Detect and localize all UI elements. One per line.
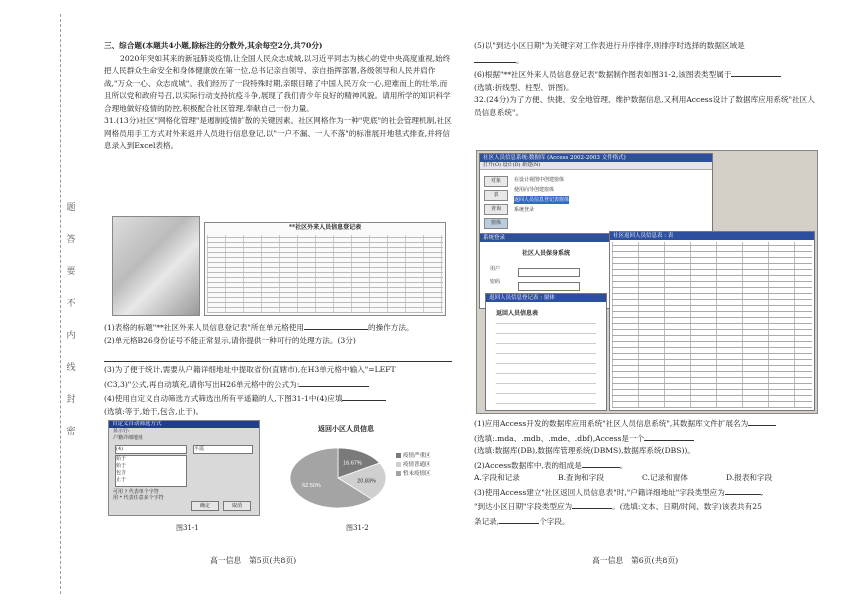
binding-char: 不 — [66, 299, 76, 309]
left-page — [104, 40, 452, 153]
legend-item — [396, 461, 431, 470]
slice-label: 62.50% — [302, 482, 321, 489]
nav-tables[interactable]: 表 — [484, 190, 508, 201]
login-title: 系统登录 — [480, 234, 612, 242]
nav-objects[interactable]: 对象 — [484, 176, 508, 187]
right-page: (5)以"到达小区日期"为关键字对工作表进行升序排序,则排序时选择的数据区域是 。 (6)根据"**社区外来人员信息登记表"数据制作图表如图31-2,该图表类型属于 (选填:折线型、柱型、饼图)。 32.(24分)为了方便、快捷、安全地管理、维护数据信息,又利用Access设计了数据库应用系统"社区人员信息系统"。 — [474, 40, 822, 119]
legend-swatch — [396, 462, 401, 467]
answer-blank[interactable] — [731, 67, 781, 77]
option-c: C.记录和窗体 — [642, 473, 688, 482]
slice-label: 20.83% — [357, 478, 376, 485]
question-32-3b: "到达小区日期"字段类型应为 。(选填:文本、日期/时间、数字)该表共有25 — [474, 499, 822, 514]
cancel-button[interactable]: 取消 — [223, 501, 251, 511]
form-item[interactable]: 返回人员信息登记表窗体 — [514, 197, 570, 203]
table-grid — [612, 242, 812, 408]
answer-blank[interactable] — [304, 320, 368, 330]
db-window-title: 社区人员信息系统:数据库 (Access 2002-2003 文件格式) — [480, 154, 712, 162]
sheet-grid — [207, 235, 443, 313]
question-31-5: (5)以"到达小区日期"为关键字对工作表进行升序排序,则排序时选择的数据区域是 — [474, 41, 745, 50]
question-31-4a: (4)使用自定义自动筛选方式筛选出所有平遥籍的人,下图31-1中(4)应填 — [104, 391, 452, 406]
sheet-title: **社区外来人员信息登记表 — [288, 224, 362, 231]
option-a: A.字段和记录 — [474, 473, 520, 482]
form-window — [485, 293, 607, 411]
question-31-6a: (6)根据"**社区外来人员信息登记表"数据制作图表如图31-2,该图表类型属于 — [474, 67, 822, 82]
hint-multi: 用 * 代表任意多个字符 — [113, 495, 164, 501]
page-footer-left: 高一信息 第5页(共8页) — [210, 556, 297, 565]
field-label: 户籍详细地址 — [113, 435, 144, 441]
access-screenshot — [476, 150, 818, 414]
question-31-6b: (选填:折线型、柱型、饼图)。 — [474, 82, 574, 92]
hint-single: 可用 ? 代表单个字符 — [113, 489, 159, 495]
login-heading: 社区人员保身系统 — [521, 250, 570, 257]
auto-filter-dialog — [108, 420, 260, 516]
legend-item — [396, 452, 431, 461]
condition-combo[interactable]: (4) — [115, 445, 187, 454]
option-d: D.报表和字段 — [726, 473, 773, 482]
question-31-3a: (3)为了便于统计,需要从户籍详细地址中提取省份(直辖市),在H3单元格中输入"=LEFT — [104, 365, 396, 374]
section-heading: 三、综合题(本题共4小题,除标注的分数外,其余每空2分,共70分) — [104, 41, 323, 50]
binding-char: 密 — [66, 427, 76, 437]
user-input[interactable] — [518, 268, 580, 277]
question-32: 32.(24分)为了方便、快捷、安全地管理、维护数据信息,又利用Access设计了数据库应用系统"社区人员信息系统"。 — [474, 95, 815, 117]
question-31-1: (1)表格的标题"**社区外来人员信息登记表"所在单元格使用 的操作方法。 — [104, 320, 452, 335]
form-fields — [496, 318, 596, 404]
nav-queries[interactable]: 查询 — [484, 204, 508, 215]
option-item[interactable]: 包含 — [116, 470, 127, 476]
slice-label: 16.67% — [343, 460, 362, 467]
ok-button[interactable]: 确定 — [191, 501, 219, 511]
answer-blank[interactable] — [299, 377, 369, 387]
right-questions — [474, 416, 822, 528]
question-31-2: (2)单元格B26身份证号不能正常显示,请你提供一种可行的处理方法。(3分) — [104, 335, 356, 345]
answer-blank[interactable] — [572, 499, 612, 509]
binding-char: 封 — [66, 395, 76, 405]
binding-char: 题 — [66, 203, 76, 213]
question-31-3b: (C3,3)"公式,再自动填充,请你写出H26单元格中的公式为: — [104, 377, 452, 392]
question-31: 31.(13分)社区"网格化管理"是遏制疫情扩散的关键因素。社区网格作为一种"兜底"的社会管理机制,社区网格员用手工方式对外来返并人员进行信息登记,以"一户不漏、一人不落"的标准展开地毯式排查,并将信息录入到Excel表格。 — [104, 116, 452, 150]
binding-char: 内 — [66, 331, 76, 341]
answer-blank[interactable] — [644, 431, 694, 441]
answer-blank[interactable] — [725, 485, 761, 495]
form-heading: 返回人员信息表 — [496, 310, 539, 317]
question-32-3d: 条记录, 个字段。 — [474, 514, 822, 529]
table-window — [609, 231, 815, 411]
answer-blank[interactable] — [474, 53, 516, 63]
option-item[interactable]: 始于 — [116, 463, 127, 469]
table-title: 社区返回人员信息表 : 表 — [610, 232, 814, 240]
volunteer-photo — [112, 216, 200, 316]
form-title: 返回人员信息登记表 : 窗体 — [486, 294, 606, 302]
binding-char: 线 — [66, 363, 76, 373]
form-item[interactable]: 系统登录 — [514, 207, 535, 213]
legend-label: 疫情普通区 — [403, 462, 431, 468]
form-item[interactable]: 使用向导创建窗体 — [514, 187, 555, 193]
form-item[interactable]: 在设计视图中创建窗体 — [514, 177, 565, 183]
binding-line — [60, 14, 61, 594]
question-32-1a: (1)应用Access开发的数据库应用系统"社区人员信息系统",其数据库文件扩展名为 — [474, 416, 822, 431]
chart-legend — [396, 452, 431, 479]
question-32-2: (2)Access数据库中,表的组成是 。 — [474, 458, 822, 473]
answer-blank[interactable] — [342, 391, 386, 401]
condition-options[interactable] — [115, 455, 187, 487]
intro-paragraph: 2020年突如其来的新冠肺炎疫情,让全国人民众志成城,以习近平同志为核心的党中央高度重视,始终把人民群众生命安全和身体健康放在第一位,总书记亲自领导、亲自指挥部署,各级领导和人民并肩作战,"万众一心、众志成城"。我们经历了一段特殊时期,亲眼目睹了中国人民万众一心,迎难而上的壮举,而且所以党和政府号召,以实际行动支持抗疫斗争,展现了我们青少年良好的精神风貌。请用所学的知识科学合理地做好疫情的防控,积极配合社区管理,奉献自己一份力量。 — [104, 53, 451, 113]
legend-label: 暂未疫情区 — [403, 471, 431, 477]
user-label: 用户 — [490, 266, 501, 272]
legend-swatch — [396, 453, 401, 458]
question-32-2-options — [474, 472, 822, 485]
show-rows-label: 显示行: — [113, 428, 130, 434]
question-32-1c: (选填:数据库(DB),数据库管理系统(DBMS),数据库系统(DBS))。 — [474, 446, 695, 455]
option-item[interactable]: 止于 — [116, 477, 127, 483]
figure-caption-1: 图31-1 — [176, 524, 199, 532]
question-32-3a: (3)使用Access建立"社区返回人员信息表"时,"户籍详细地址"字段类型应为 , — [474, 485, 822, 500]
value-combo[interactable]: 平遥 — [193, 445, 253, 454]
left-questions — [104, 320, 452, 418]
answer-blank[interactable] — [499, 514, 539, 524]
page-footer-right: 高一信息 第6页(共8页) — [592, 556, 679, 565]
db-toolbar: 打开(O) 设计(D) 新建(N) — [480, 162, 712, 170]
password-label: 密码 — [490, 279, 501, 285]
password-input[interactable] — [518, 282, 580, 291]
figure-caption-2: 图31-2 — [346, 524, 369, 532]
option-item[interactable]: 始于 — [116, 456, 127, 462]
legend-item — [396, 470, 431, 479]
binding-char: 要 — [66, 267, 76, 277]
question-31-4b: (选填:等于,始于,包含,止于)。 — [104, 406, 204, 416]
binding-char: 答 — [66, 235, 76, 245]
dialog-title: 自定义自动筛选方式 — [109, 421, 259, 428]
chart-title: 返回小区人员信息 — [318, 424, 374, 433]
answer-blank[interactable] — [748, 416, 776, 426]
answer-blank[interactable] — [582, 458, 620, 468]
excel-sheet-image — [204, 222, 446, 316]
answer-line[interactable] — [104, 347, 452, 362]
question-32-1b: (选填:.mda、.mdb、.mde、.dbf),Access是一个 — [474, 431, 822, 446]
nav-forms[interactable]: 窗体 — [484, 218, 508, 229]
hint-text — [113, 489, 164, 501]
binding-margin — [0, 0, 80, 608]
option-b: B.查询和字段 — [558, 473, 604, 482]
legend-label: 疫情严重区 — [403, 453, 431, 459]
legend-swatch — [396, 471, 401, 476]
